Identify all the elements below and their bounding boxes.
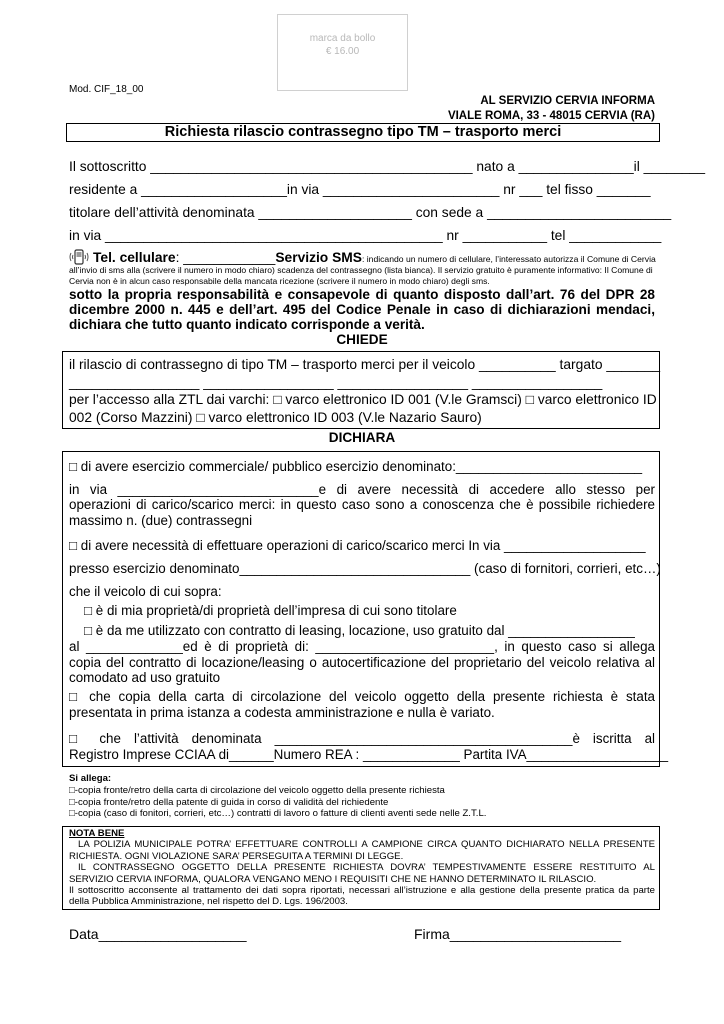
tel-field[interactable]: : ____________ xyxy=(175,250,276,265)
stamp-label: marca da bollo xyxy=(309,33,376,44)
page-title: Richiesta rilascio contrassegno tipo TM – trasporto merci xyxy=(66,123,660,142)
sms-row xyxy=(69,249,655,265)
option-leasing-text2: comodato ad uso gratuito xyxy=(69,670,221,685)
option-presso-esercizio[interactable]: presso esercizio denominato_______________________________ (caso di fornitori, corrieri, etc…) xyxy=(69,561,661,576)
recipient-line2: VIALE ROMA, 33 - 48015 CERVIA (RA) xyxy=(447,110,655,122)
option-attivita[interactable]: □ che l’attività denominata ________________________________________è iscritta al xyxy=(69,731,655,746)
sms-note-3: Cervia non è in alcun caso responsabile della mancata ricezione (scrivere il numero in modo chiaro) degli sms. xyxy=(69,276,490,286)
option-proprieta[interactable]: □ è di mia proprietà/di proprietà dell’impresa di cui sono titolare xyxy=(84,603,457,618)
chiede-heading: CHIEDE xyxy=(336,332,388,347)
allega-item-2[interactable]: □-copia fronte/retro della patente di guida in corso di validità del richiedente xyxy=(69,797,389,808)
date-field[interactable]: Data___________________ xyxy=(69,926,247,942)
sms-note: : indicando un numero di cellulare, l’interessato autorizza il Comune di Cervia xyxy=(361,254,656,264)
option-esercizio[interactable]: □ di avere esercizio commerciale/ pubblico esercizio denominato:_________________________ xyxy=(69,459,643,474)
chiede-line3[interactable]: per l’accesso alla ZTL dai varchi: □ varco elettronico ID 001 (V.le Gramsci) □ varco elettronico ID xyxy=(69,392,657,407)
model-code: Mod. CIF_18_00 xyxy=(69,84,144,95)
allega-heading: Si allega: xyxy=(69,773,112,784)
option-carico-scarico[interactable]: □ di avere necessità di effettuare operazioni di carico/scarico merci In via ___________________ xyxy=(69,538,646,553)
nota-line1: LA POLIZIA MUNICIPALE POTRA’ EFFETTUARE CONTROLLI A CAMPIONE CIRCA QUANTO DICHIARATO NELLA PRESENTE xyxy=(78,839,655,850)
option-esercizio-text2: operazioni di carico/scarico merci: in questo caso sono a conoscenza che è possibile richiedere xyxy=(69,497,655,512)
declaration-line3: dichiara che tutto quanto indicato corrisponde a verità. xyxy=(69,317,425,332)
allega-item-1[interactable]: □-copia fronte/retro della carta di circolazione del veicolo oggetto della presente richiesta xyxy=(69,785,445,796)
sms-label: Servizio SMS xyxy=(275,250,362,265)
option-registro-imprese[interactable]: Registro Imprese CCIAA di______Numero REA : _____________ Partita IVA___________________ xyxy=(69,747,669,762)
phone-icon xyxy=(69,249,89,265)
signature-field[interactable]: Firma______________________ xyxy=(414,926,622,942)
declaration-line1: sotto la propria responsabilità e consapevole di quanto disposto dall’art. 76 del DPR 28 xyxy=(69,287,655,302)
declaration-line2: dicembre 2000 n. 445 e dell’art. 495 del Codice Penale in caso di dichiarazioni mendaci, xyxy=(69,302,655,317)
dichiara-heading: DICHIARA xyxy=(328,430,396,445)
tel-label: Tel. cellulare xyxy=(93,250,176,265)
allega-item-3[interactable]: □-copia (caso di fonitori, corrieri, etc…) contratti di lavoro o fatture di clienti aventi sede nelle Z.T.L. xyxy=(69,808,487,819)
nota-line5: Il sottoscritto acconsente al trattamento dei dati sopra riportati, necessari all’istruzione e alla gestione della presente pratica da parte xyxy=(69,885,655,896)
nota-line4: SERVIZIO CERVIA INFORMA, QUALORA VENGANO MENO I REQUISITI CHE NE HANNO DETERMINATO IL RILASCIO. xyxy=(69,874,597,885)
option-carta-text: presentata in prima istanza a codesta amministrazione e nulla è variato. xyxy=(69,705,495,720)
field-row-name[interactable]: Il sottoscritto __________________________________________ nato a _______________il ________ xyxy=(69,159,706,174)
option-esercizio-text3: massimo n. (due) contrassegni xyxy=(69,513,253,528)
option-leasing-text: copia del contratto di locazione/leasing o autocertificazione del proprietario del veicolo relativa al xyxy=(69,655,655,670)
option-carta-circolazione[interactable]: □ che copia della carta di circolazione del veicolo oggetto della presente richiesta è stata xyxy=(69,689,655,704)
vehicle-heading: che il veicolo di cui sopra: xyxy=(69,584,222,599)
chiede-line4[interactable]: 002 (Corso Mazzini) □ varco elettronico ID 003 (V.le Nazario Sauro) xyxy=(69,410,482,425)
nota-bene-heading: NOTA BENE xyxy=(69,828,125,839)
nota-line3: IL CONTRASSEGNO OGGETTO DELLA PRESENTE RICHIESTA DOVRA’ TEMPESTIVAMENTE ESSERE RESTITUITO AL xyxy=(78,862,655,873)
chiede-line1[interactable]: il rilascio di contrassegno di tipo TM – trasporto merci per il veicolo __________ targato _______ xyxy=(69,357,661,372)
nota-line2: RICHIESTA. OGNI VIOLAZIONE SARA’ PERSEGUITA A TERMINI DI LEGGE. xyxy=(69,851,404,862)
chiede-line2[interactable]: _________________ _________________ _________________ _________________ xyxy=(69,375,603,390)
field-row-address[interactable]: in via ____________________________________________ nr ___________ tel ____________ xyxy=(69,228,662,243)
nota-line6: della Pubblica Amministrazione, nel rispetto del D. Lgs. 196/2003. xyxy=(69,896,348,907)
stamp-amount: € 16.00 xyxy=(325,46,360,57)
field-row-residence[interactable]: residente a ___________________in via _______________________ nr ___ tel fisso _______ xyxy=(69,182,651,197)
recipient-line1: AL SERVIZIO CERVIA INFORMA xyxy=(480,95,655,107)
option-leasing[interactable]: □ è da me utilizzato con contratto di leasing, locazione, uso gratuito dal _________________ xyxy=(84,623,635,638)
option-esercizio-via[interactable]: in via ___________________________e di avere necessità di accedere allo stesso per xyxy=(69,482,655,497)
stamp-box xyxy=(277,14,408,91)
field-row-business[interactable]: titolare dell’attività denominata ____________________ con sede a ________________________ xyxy=(69,205,672,220)
sms-note-2: all’invio di sms alla (scrivere il numero in modo chiaro) scadenza del contrassegno (lista bianca). Il servizio gratuito è puramente informativo: Il Comune di xyxy=(69,265,653,275)
option-leasing-dates[interactable]: al _____________ed è di proprietà di: ________________________, in questo caso si allega xyxy=(69,639,655,654)
